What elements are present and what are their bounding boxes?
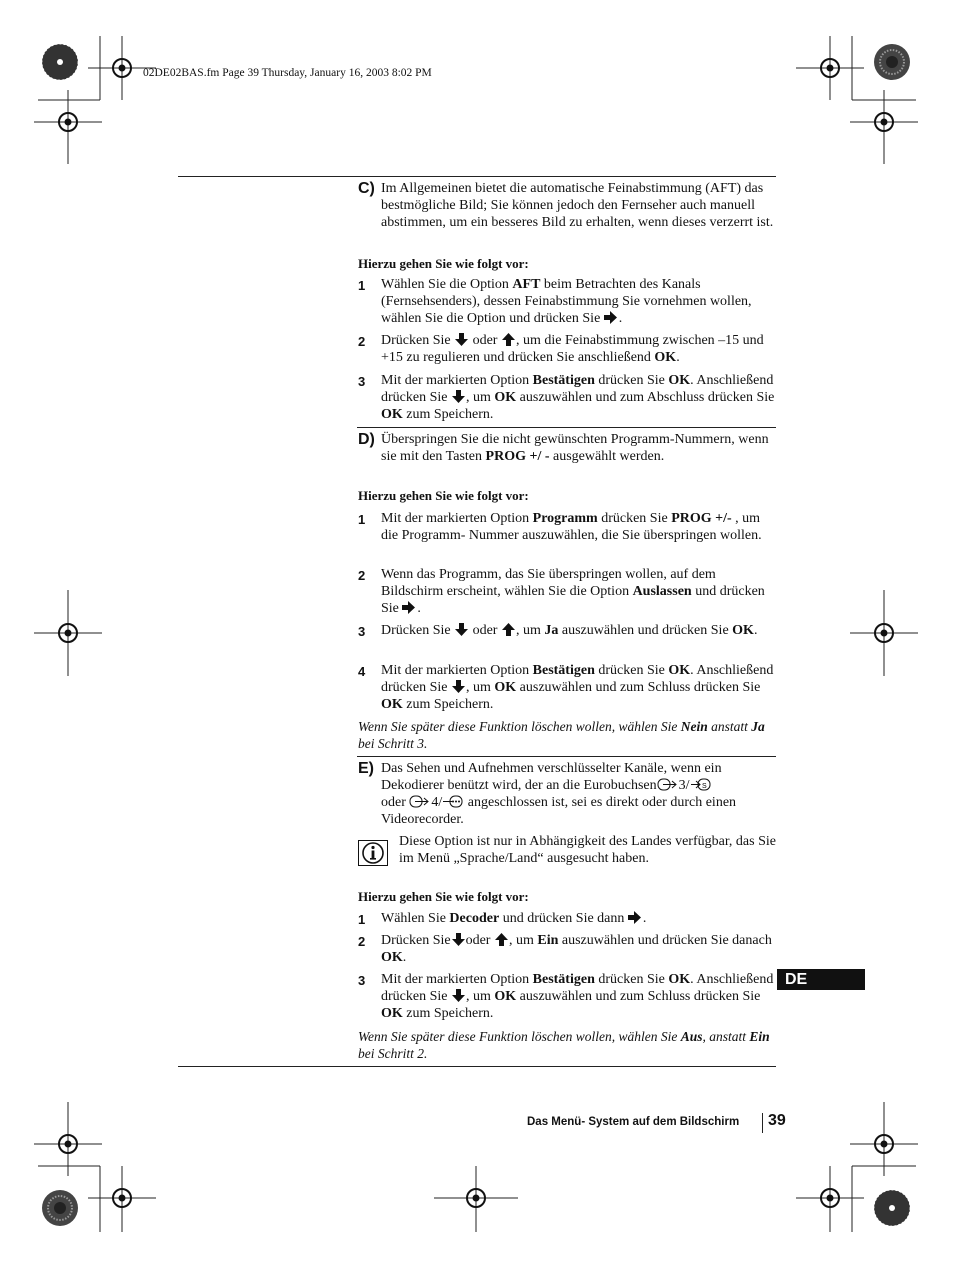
step-text: Mit der markierten Option Bestätigen drücken Sie OK. Anschließend drücken Sie , um OK auszuwählen und zum Schluss drücken Sie OK zum Speichern. (381, 663, 774, 712)
info-icon (358, 840, 388, 866)
footer-divider (762, 1113, 763, 1133)
section-divider (357, 756, 776, 757)
language-tab: DE (777, 969, 865, 990)
arrow-right-icon (402, 601, 417, 614)
step-text: Drücken Sie oder , um Ja auszuwählen und drücken Sie OK. (381, 623, 758, 638)
arrow-down-icon (454, 333, 469, 346)
file-header-line: 02DE02BAS.fm Page 39 Thursday, January 16, 2003 8:02 PM (143, 67, 432, 79)
section-intro: Das Sehen und Aufnehmen verschlüsselter Kanäle, wenn ein Dekodierer benützt wird, der an die Eurobuchsen 3/ S oder 4/ angeschlossen ist, sei es direkt oder durch einen Videorecorder. (381, 761, 737, 827)
arrow-down-icon (451, 933, 466, 946)
arrow-down-icon (454, 623, 469, 636)
note-text: Wenn Sie später diese Funktion löschen wollen, wählen Sie Aus, anstatt Ein bei Schritt 2. (358, 1029, 770, 1061)
step-text: Wählen Sie Decoder und drücken Sie dann . (381, 911, 647, 926)
step-text: Drücken Sie oder , um die Feinabstimmung zwischen –15 und +15 zu regulieren und drücken Sie anschließend OK. (381, 333, 764, 365)
note-text: Wenn Sie später diese Funktion löschen wollen, wählen Sie Nein anstatt Ja bei Schritt 3. (358, 719, 765, 751)
page-number: 39 (768, 1112, 786, 1129)
step-number: 3 (358, 973, 366, 988)
arrow-up-icon (501, 333, 516, 346)
arrow-right-icon (604, 311, 619, 324)
step-number: 1 (358, 278, 366, 293)
step-number: 1 (358, 912, 366, 927)
step-text: Mit der markierten Option Bestätigen drücken Sie OK. Anschließend drücken Sie , um OK auszuwählen und zum Schluss drücken Sie OK zum Speichern. (381, 972, 774, 1021)
section-divider (178, 1066, 776, 1067)
footer-title: Das Menü- System auf dem Bildschirm (527, 1116, 740, 1128)
scart-input-icon (409, 795, 431, 808)
arrow-up-icon (494, 933, 509, 946)
arrow-down-icon (451, 680, 466, 693)
step-text: Mit der markierten Option Bestätigen drücken Sie OK. Anschließend drücken Sie , um OK auszuwählen und zum Abschluss drücken Sie OK zum Speichern. (381, 373, 775, 422)
section-letter: D) (358, 431, 375, 448)
scart-input-icon (657, 778, 679, 791)
section-letter: E) (358, 760, 374, 777)
info-note-text: Diese Option ist nur in Abhängigkeit des Landes verfügbar, das Sie im Menü „Sprache/Land“ ausgesucht haben. (399, 834, 776, 866)
scart-output-icon (442, 795, 464, 808)
procedure-lead: Hierzu gehen Sie wie folgt vor: (358, 488, 529, 503)
arrow-down-icon (451, 989, 466, 1002)
step-text: Wählen Sie die Option AFT beim Betrachten des Kanals (Fernsehsenders), dessen Feinabstimmung Sie vornehmen wollen, wählen Sie die Option und drücken Sie . (381, 277, 752, 326)
step-number: 3 (358, 374, 366, 389)
procedure-lead: Hierzu gehen Sie wie folgt vor: (358, 889, 529, 904)
step-number: 1 (358, 512, 366, 527)
step-number: 2 (358, 934, 366, 949)
section-intro: Im Allgemeinen bietet die automatische Feinabstimmung (AFT) das bestmögliche Bild; Sie können jedoch den Fernseher auch manuell abstimmen, um ein besseres Bild zu erhalten, wenn dieses verzerrt ist. (381, 181, 774, 230)
section-intro: Überspringen Sie die nicht gewünschten Programm-Nummern, wenn sie mit den Tasten PROG +/ - ausgewählt werden. (381, 432, 769, 464)
arrow-right-icon (628, 911, 643, 924)
section-divider (178, 176, 776, 177)
step-text: Wenn das Programm, das Sie überspringen wollen, auf dem Bildschirm erscheint, wählen Sie die Option Auslassen und drücken Sie . (381, 567, 765, 616)
arrow-down-icon (451, 390, 466, 403)
procedure-lead: Hierzu gehen Sie wie folgt vor: (358, 256, 529, 271)
step-text: Mit der markierten Option Programm drücken Sie PROG +/- , um die Programm- Nummer auszuwählen, die Sie überspringen wollen. (381, 511, 762, 543)
step-number: 4 (358, 664, 366, 679)
section-divider (357, 427, 776, 428)
svg-text:S: S (701, 783, 707, 790)
step-number: 3 (358, 624, 366, 639)
scart-s-input-icon (690, 778, 712, 791)
step-number: 2 (358, 334, 366, 349)
arrow-up-icon (501, 623, 516, 636)
step-text: Drücken Sie oder , um Ein auszuwählen und drücken Sie danach OK. (381, 933, 772, 965)
step-number: 2 (358, 568, 366, 583)
section-letter: C) (358, 180, 375, 197)
